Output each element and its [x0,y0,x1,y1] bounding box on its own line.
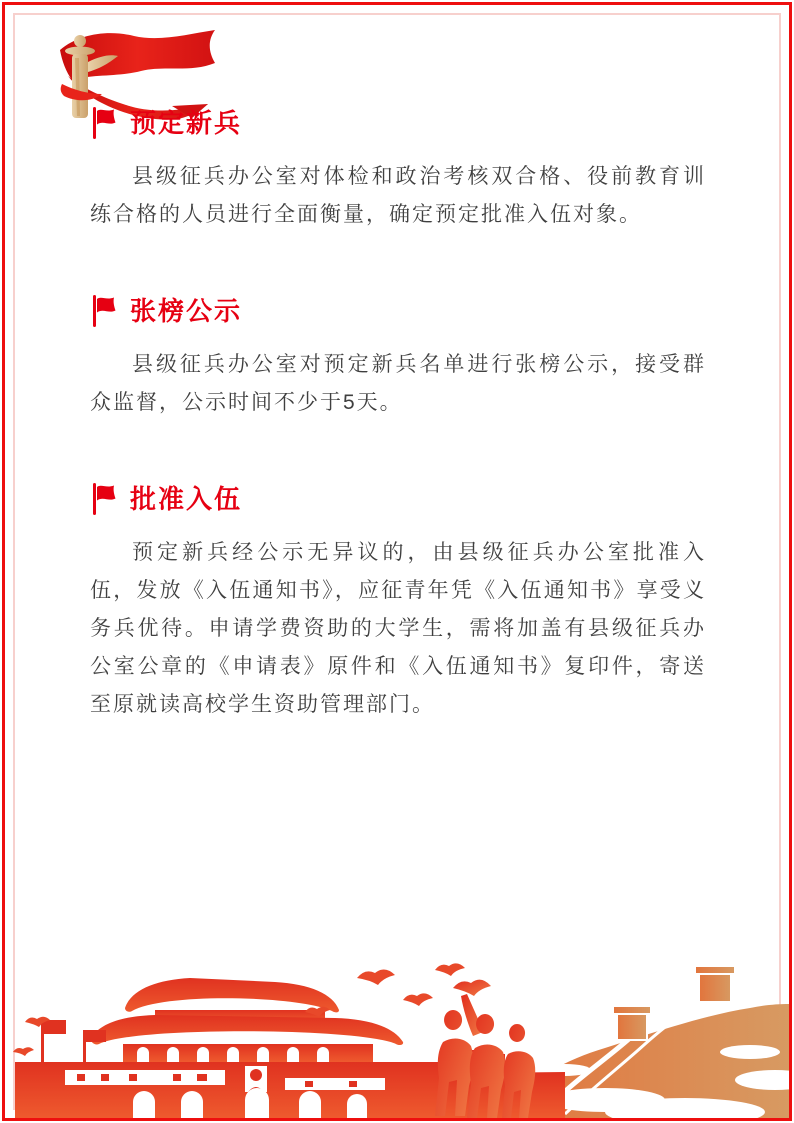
tiananmen-silhouette [15,978,505,1118]
red-flag-icon [90,106,118,140]
section-approve-enlistment [90,480,706,724]
section-public-announcement [90,292,706,422]
footer-illustration [5,960,789,1118]
red-flag-icon [90,294,118,328]
main-content [90,104,706,782]
section-body: 预定新兵经公示无异议的，由县级征兵办公室批准入伍，发放《入伍通知书》，应征青年凭《入伍通知书》享受义务兵优待。申请学费资助的大学生，需将加盖有县级征兵办公室公章的《申请表》原件和《入伍通知书》复印件，寄送至原就读高校学生资助管理部门。 [90,541,706,716]
section-predetermine-recruits [90,104,706,234]
section-title: 张榜公示 [130,296,243,326]
section-heading [90,104,706,142]
section-title: 批准入伍 [130,484,243,514]
section-title: 预定新兵 [130,108,243,138]
section-body: 县级征兵办公室对预定新兵名单进行张榜公示，接受群众监督，公示时间不少于5天。 [90,353,706,414]
section-body: 县级征兵办公室对体检和政治考核双合格、役前教育训练合格的人员进行全面衡量，确定预定批准入伍对象。 [90,165,706,226]
section-heading [90,292,706,330]
red-flag-icon [90,482,118,516]
section-heading [90,480,706,518]
